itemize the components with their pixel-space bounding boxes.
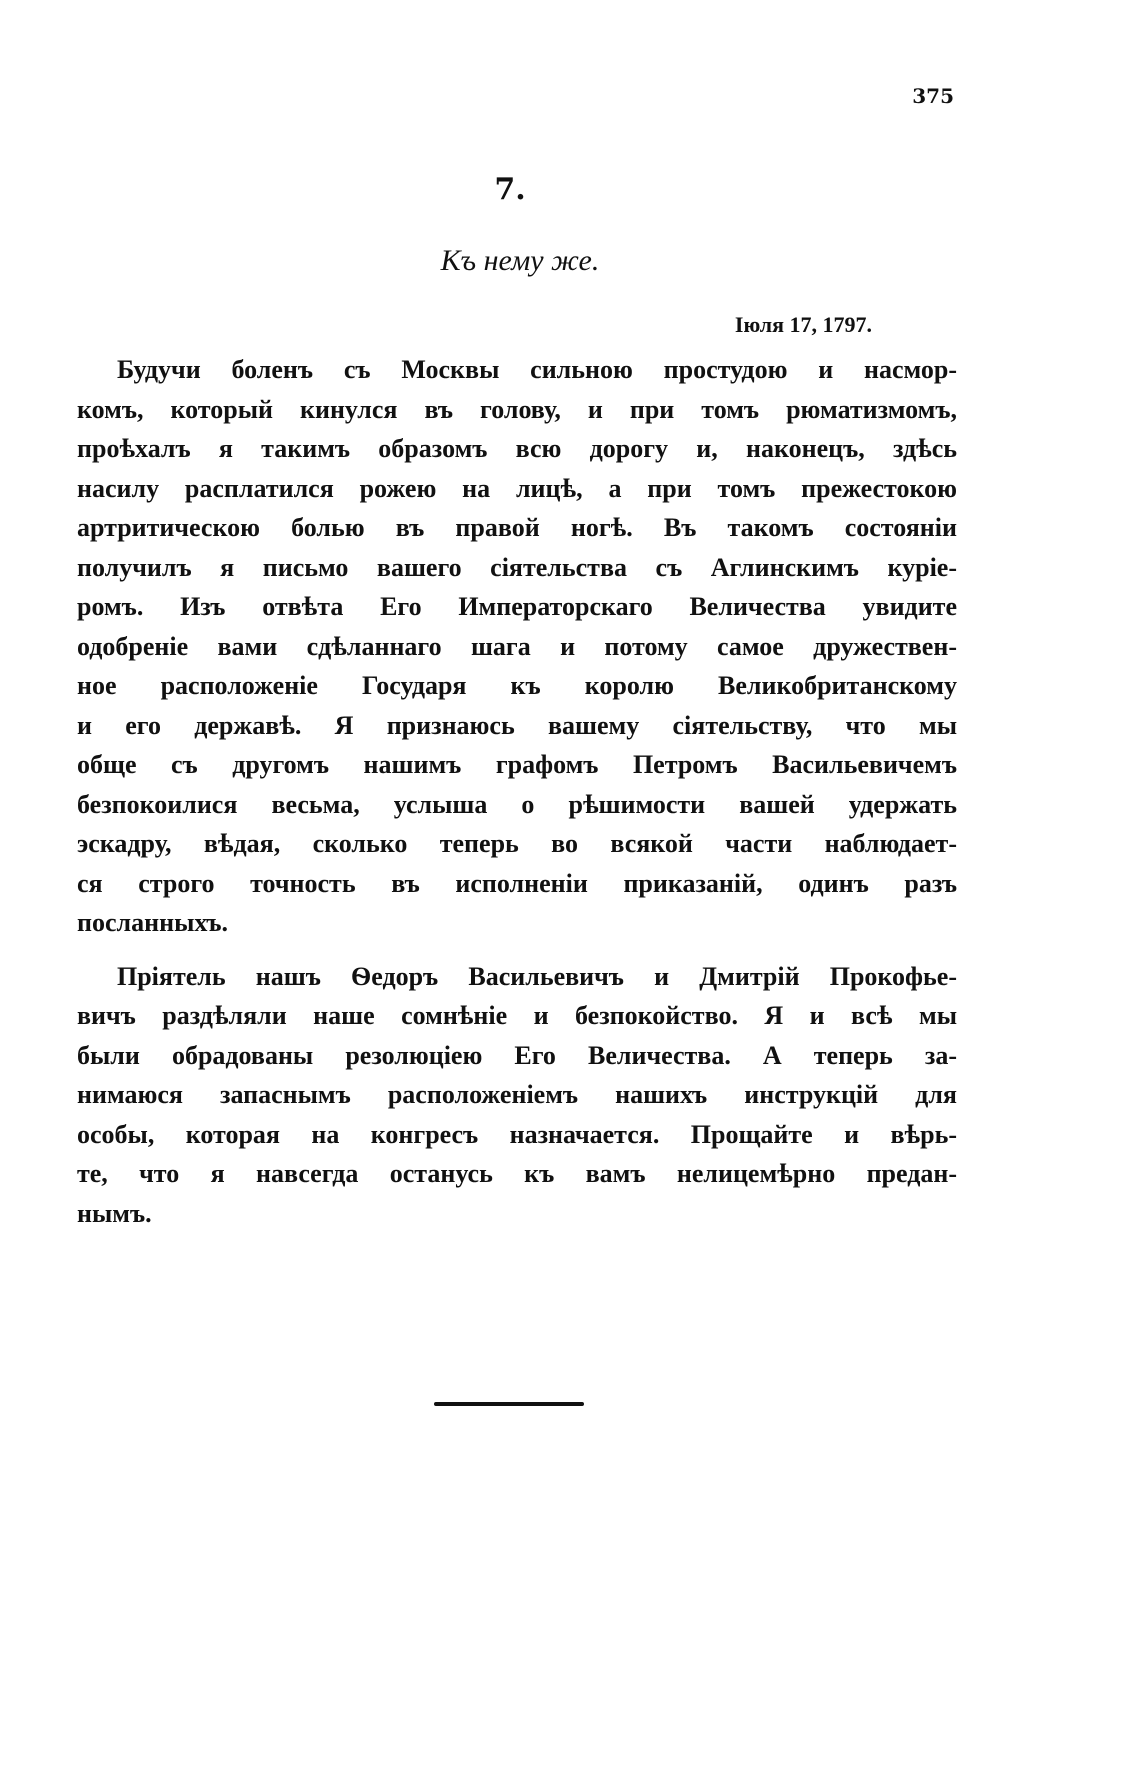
text-line: Прiятель нашъ Ѳедоръ Васильевичъ и Дмитрiй Прокофье-: [117, 961, 957, 991]
text-line: посланныхъ.: [77, 908, 229, 937]
text-line: те, что я навсегда останусь къ вамъ нелицемѣрно предан-: [77, 1159, 957, 1188]
paragraph-gap: [77, 943, 957, 957]
text-line: нымъ.: [77, 1198, 152, 1228]
letter-addressee: Къ нему же.: [440, 244, 600, 277]
text-line: нимаюся запаснымъ расположенiемъ нашихъ инструкцiй для: [77, 1080, 957, 1109]
text-line: комъ, который кинулся въ голову, и при томъ рюматизмомъ,: [77, 394, 957, 424]
text-line: эскадру, вѣдая, сколько теперь во всякой части наблюдает-: [77, 829, 957, 858]
text-line: ромъ. Изъ отвѣта Его Императорскаго Величества увидите: [77, 592, 957, 621]
end-rule: [434, 1402, 584, 1406]
text-line: Будучи боленъ съ Москвы сильною простудою и насмор-: [117, 355, 957, 384]
text-line: и его державѣ. Я признаюсь вашему сiятельству, что мы: [77, 710, 957, 740]
letter-number: 7.: [494, 172, 526, 207]
page-number: 375: [912, 84, 954, 108]
text-line: безпокоилися весьма, услыша о рѣшимости вашей удержать: [77, 789, 957, 819]
text-line: артритическою болью въ правой ногѣ. Въ такомъ состоянiи: [77, 513, 957, 542]
letter-body: [77, 350, 957, 1233]
text-line: вичъ раздѣляли наше сомнѣнiе и безпокойство. Я и всѣ мы: [77, 1001, 957, 1030]
text-line: были обрадованы резолюцiею Его Величества. А теперь за-: [77, 1040, 957, 1070]
paragraph: [77, 957, 957, 1234]
letter-date: Iюля 17, 1797.: [734, 312, 872, 337]
text-line: насилу расплатился рожею на лицѣ, а при томъ прежестокою: [77, 473, 957, 503]
paragraph: [77, 350, 957, 943]
text-line: проѣхалъ я такимъ образомъ всю дорогу и, наконецъ, здѣсь: [77, 434, 957, 463]
text-line: одобренiе вами сдѣланнаго шага и потому самое дружествен-: [77, 631, 957, 661]
text-line: ся строго точность въ исполненiи приказанiй, одинъ разъ: [77, 868, 957, 898]
text-line: обще съ другомъ нашимъ графомъ Петромъ Васильевичемъ: [77, 750, 957, 779]
text-line: ное расположенiе Государя къ королю Великобританскому: [77, 671, 957, 700]
text-line: получилъ я письмо вашего сiятельства съ Аглинскимъ курiе-: [77, 552, 957, 582]
text-line: особы, которая на конгресъ назначается. Прощайте и вѣрь-: [77, 1119, 957, 1149]
